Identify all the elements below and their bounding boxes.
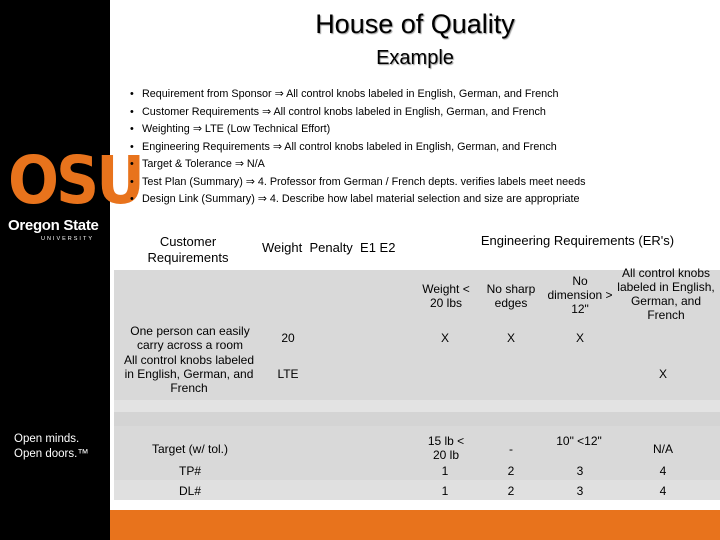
bullet-list (130, 86, 585, 209)
er-cell: X (440, 331, 449, 345)
er-cell: X (575, 331, 584, 345)
customer-requirement: One person can easily carry across a room (130, 324, 250, 352)
er-cell: X (658, 367, 667, 381)
test-plan-row-label: TP# (178, 464, 201, 478)
tagline-line-1: Open minds. (14, 433, 80, 445)
weight-value: 20 (281, 331, 295, 345)
slide-subtitle: Example (376, 47, 454, 69)
er-cell: 2 (507, 484, 515, 498)
column-header-engineering: Engineering Requirements (ER's) (480, 233, 675, 248)
footer-accent-bar (110, 510, 720, 540)
osu-logo-mark: OSU (8, 142, 142, 220)
tagline (14, 432, 89, 462)
er-cell: X (506, 331, 515, 345)
tagline-line-2: Open doors.™ (14, 448, 89, 460)
er-header: No dimension > 12" (547, 274, 613, 316)
table-spacer-row (114, 400, 720, 412)
bullet-item: • Customer Requirements ⇒ All control knobs labeled in English, German, and French (130, 104, 585, 122)
bullet-item: • Engineering Requirements ⇒ All control knobs labeled in English, German, and French (130, 139, 585, 157)
er-header: Weight < 20 lbs (422, 282, 470, 310)
bullet-item: • Design Link (Summary) ⇒ 4. Describe how label material selection and size are appropriate (130, 191, 585, 209)
er-cell: 15 lb < 20 lb (427, 434, 465, 462)
er-cell: 4 (659, 484, 667, 498)
column-header-weight-penalty: Weight Penalty E1 E2 (262, 240, 396, 255)
er-cell: 4 (659, 464, 667, 478)
slide-title: House of Quality (315, 9, 515, 39)
er-cell: 1 (441, 464, 449, 478)
bullet-item: • Requirement from Sponsor ⇒ All control knobs labeled in English, German, and French (130, 86, 585, 104)
er-cell: N/A (652, 442, 673, 456)
bullet-item: • Test Plan (Summary) ⇒ 4. Professor from German / French depts. verifies labels meet needs (130, 174, 585, 192)
bullet-item: • Weighting ⇒ LTE (Low Technical Effort) (130, 121, 585, 139)
target-row-label: Target (w/ tol.) (151, 442, 229, 456)
er-cell: 2 (507, 464, 515, 478)
er-cell: 3 (576, 464, 584, 478)
osu-logo (8, 142, 142, 242)
sidebar-panel (0, 0, 142, 540)
design-link-row-label: DL# (178, 484, 201, 498)
table-spacer-row (114, 412, 720, 426)
column-header-customer: Customer Requirements (147, 234, 229, 265)
er-header: No sharp edges (486, 282, 536, 310)
osu-logo-name: Oregon State (8, 217, 99, 234)
weight-value: LTE (277, 367, 299, 381)
customer-requirement: All control knobs labeled in English, German, and French (123, 353, 255, 395)
er-cell: 3 (576, 484, 584, 498)
er-cell: - (509, 442, 513, 456)
bullet-item: • Target & Tolerance ⇒ N/A (130, 156, 585, 174)
er-header: All control knobs labeled in English, German, and French (617, 266, 715, 322)
er-cell: 10" <12" (556, 434, 602, 448)
er-cell: 1 (441, 484, 449, 498)
osu-logo-university: UNIVERSITY (40, 236, 94, 242)
